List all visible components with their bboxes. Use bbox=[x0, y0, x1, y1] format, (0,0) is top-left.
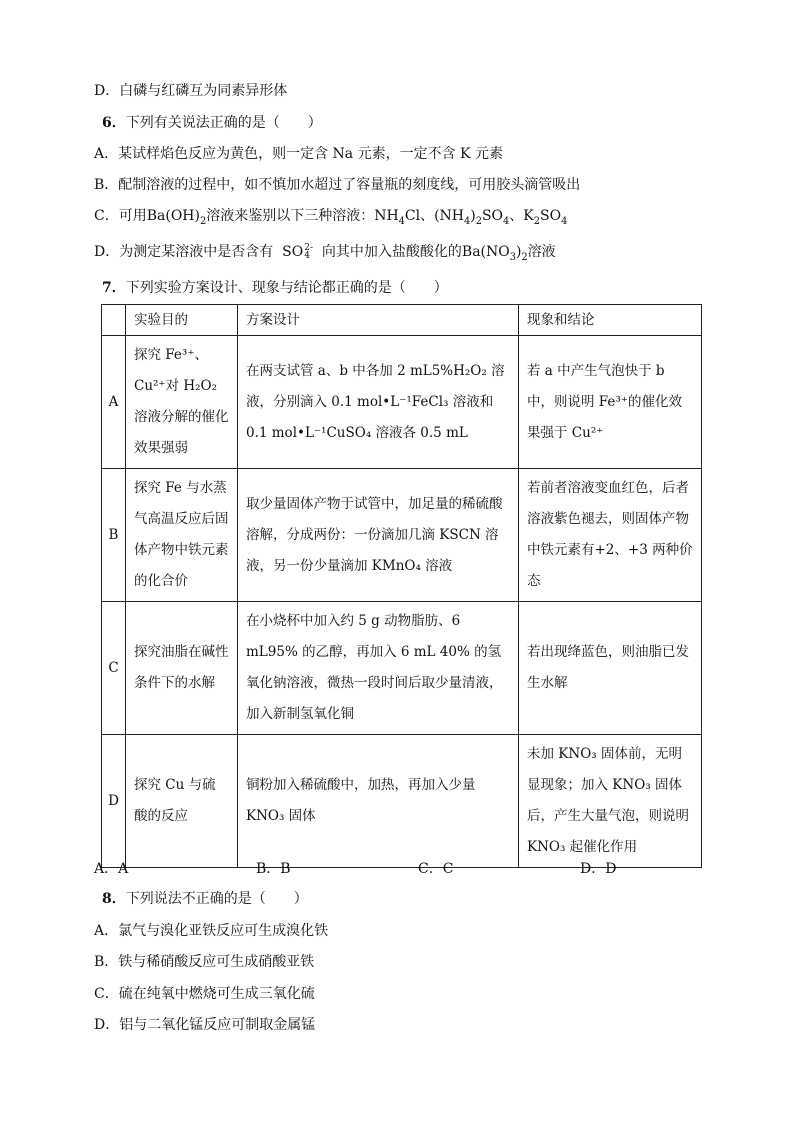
q6c-sub: 2 bbox=[475, 215, 482, 227]
row-result: 未加 KNO₃ 固体前，无明显现象；加入 KNO₃ 固体后，产生大量气泡，则说明 KNO₃ 起催化作用 bbox=[519, 735, 702, 868]
q7-answer-a: A．A bbox=[94, 861, 129, 877]
table-row bbox=[102, 469, 702, 602]
q6c-so: SO bbox=[481, 208, 504, 224]
q5-option-d: D．白磷与红磷互为同素异形体 bbox=[94, 83, 288, 99]
q6-number: 6． bbox=[102, 115, 126, 131]
row-purpose: 探究 Fe 与水蒸气高温反应后固体产物中铁元素的化合价 bbox=[126, 469, 238, 602]
table-row bbox=[102, 735, 702, 868]
q6c-cl: Cl、(NH bbox=[404, 208, 465, 224]
q6d-sub: 2 bbox=[521, 251, 528, 263]
row-result: 若 a 中产生气泡快于 b 中，则说明 Fe³⁺的催化效果强于 Cu²⁺ bbox=[519, 336, 702, 469]
table-header-row bbox=[102, 305, 702, 336]
row-purpose: 探究 Fe³⁺、Cu²⁺对 H₂O₂ 溶液分解的催化效果强弱 bbox=[126, 336, 238, 469]
q6d-mid: 向其中加入盐酸酸化的 bbox=[321, 244, 462, 260]
q8-option-d: D．铝与二氧化锰反应可制取金属锰 bbox=[94, 1017, 316, 1033]
q8-number: 8． bbox=[102, 891, 126, 907]
q6-option-a: A．某试样焰色反应为黄色，则一定含 Na 元素，一定不含 K 元素 bbox=[94, 146, 503, 162]
q6-option-d bbox=[94, 242, 556, 268]
q8-option-b: B．铁与稀硝酸反应可生成硝酸亚铁 bbox=[94, 954, 315, 970]
q6-option-c bbox=[94, 206, 567, 232]
q6d-pre: D．为测定某溶液中是否含有 bbox=[94, 244, 274, 260]
q6c-mid: 溶液来鉴别以下三种溶液：NH bbox=[206, 208, 399, 224]
row-design: 在小烧杯中加入约 5 g 动物脂肪、6 mL95% 的乙醇，再加入 6 mL 40% 的氢氧化钠溶液，微热一段时间后取少量清液，加入新制氢氧化铜 bbox=[238, 602, 519, 735]
row-label: C bbox=[102, 602, 126, 735]
q6d-close: ) bbox=[515, 244, 522, 260]
table-header-cell bbox=[102, 305, 126, 336]
q6c-reagent: Ba(OH) bbox=[146, 208, 200, 224]
q6c-pre: C．可用 bbox=[94, 208, 147, 224]
table-row bbox=[102, 602, 702, 735]
q7-stem-text: 下列实验方案设计、现象与结论都正确的是（ ） bbox=[125, 280, 448, 296]
q8-stem bbox=[102, 889, 308, 909]
q6d-ion: SO bbox=[282, 244, 304, 260]
row-label: D bbox=[102, 735, 126, 868]
row-purpose: 探究油脂在碱性条件下的水解 bbox=[126, 602, 238, 735]
q6c-sub: 2 bbox=[199, 215, 207, 227]
q6c-sub: 4 bbox=[464, 215, 471, 227]
q6c-sub: 4 bbox=[503, 215, 510, 227]
table-header-cell: 方案设计 bbox=[238, 305, 519, 336]
q6-stem-text: 下列有关说法正确的是（ ） bbox=[125, 115, 322, 131]
q6c-p: ) bbox=[470, 208, 476, 224]
q6-option-b: B．配制溶液的过程中，如不慎加水超过了容量瓶的刻度线，可用胶头滴管吸出 bbox=[94, 177, 581, 193]
experiment-table bbox=[101, 304, 702, 868]
q6d-sub: 3 bbox=[509, 251, 516, 263]
row-purpose: 探究 Cu 与硫酸的反应 bbox=[126, 735, 238, 868]
q6d-ion-sub: 4 bbox=[304, 251, 310, 261]
q6c-sub: 2 bbox=[533, 215, 540, 227]
q8-stem-text: 下列说法不正确的是（ ） bbox=[125, 891, 308, 907]
q7-number: 7． bbox=[102, 280, 126, 296]
row-result: 若出现绛蓝色，则油脂已发生水解 bbox=[519, 602, 702, 735]
q6c-sub: 4 bbox=[561, 215, 568, 227]
q6c-so2: SO bbox=[539, 208, 562, 224]
q6c-sub: 4 bbox=[398, 215, 405, 227]
q6d-ion-sup: 2- bbox=[304, 243, 313, 253]
table-header-cell: 现象和结论 bbox=[519, 305, 702, 336]
row-design: 取少量固体产物于试管中，加足量的稀硫酸溶解，分成两份：一份滴加几滴 KSCN 溶液，另一份少量滴加 KMnO₄ 溶液 bbox=[238, 469, 519, 602]
q7-answer-c: C．C bbox=[418, 861, 454, 877]
q6d-post: 溶液 bbox=[527, 244, 556, 260]
table-header-cell: 实验目的 bbox=[126, 305, 238, 336]
q8-option-c: C．硫在纯氧中燃烧可生成三氧化硫 bbox=[94, 986, 315, 1002]
q6d-reagent: Ba(NO bbox=[461, 244, 510, 260]
row-label: A bbox=[102, 336, 126, 469]
row-label: B bbox=[102, 469, 126, 602]
q7-answer-d: D．D bbox=[580, 861, 617, 877]
q8-option-a: A．氯气与溴化亚铁反应可生成溴化铁 bbox=[94, 923, 329, 939]
q7-stem bbox=[102, 278, 448, 298]
q6c-k: 、K bbox=[509, 208, 534, 224]
table-row bbox=[102, 336, 702, 469]
row-design: 在两支试管 a、b 中各加 2 mL5%H₂O₂ 溶液，分别滴入 0.1 mol•L⁻¹FeCl₃ 溶液和 0.1 mol•L⁻¹CuSO₄ 溶液各 0.5 mL bbox=[238, 336, 519, 469]
row-design: 铜粉加入稀硫酸中，加热，再加入少量 KNO₃ 固体 bbox=[238, 735, 519, 868]
q7-answer-b: B．B bbox=[256, 861, 291, 877]
q6d-ion-charge bbox=[304, 244, 313, 260]
row-result: 若前者溶液变血红色，后者溶液紫色褪去，则固体产物中铁元素有+2、+3 两种价态 bbox=[519, 469, 702, 602]
q6-stem bbox=[102, 113, 322, 133]
